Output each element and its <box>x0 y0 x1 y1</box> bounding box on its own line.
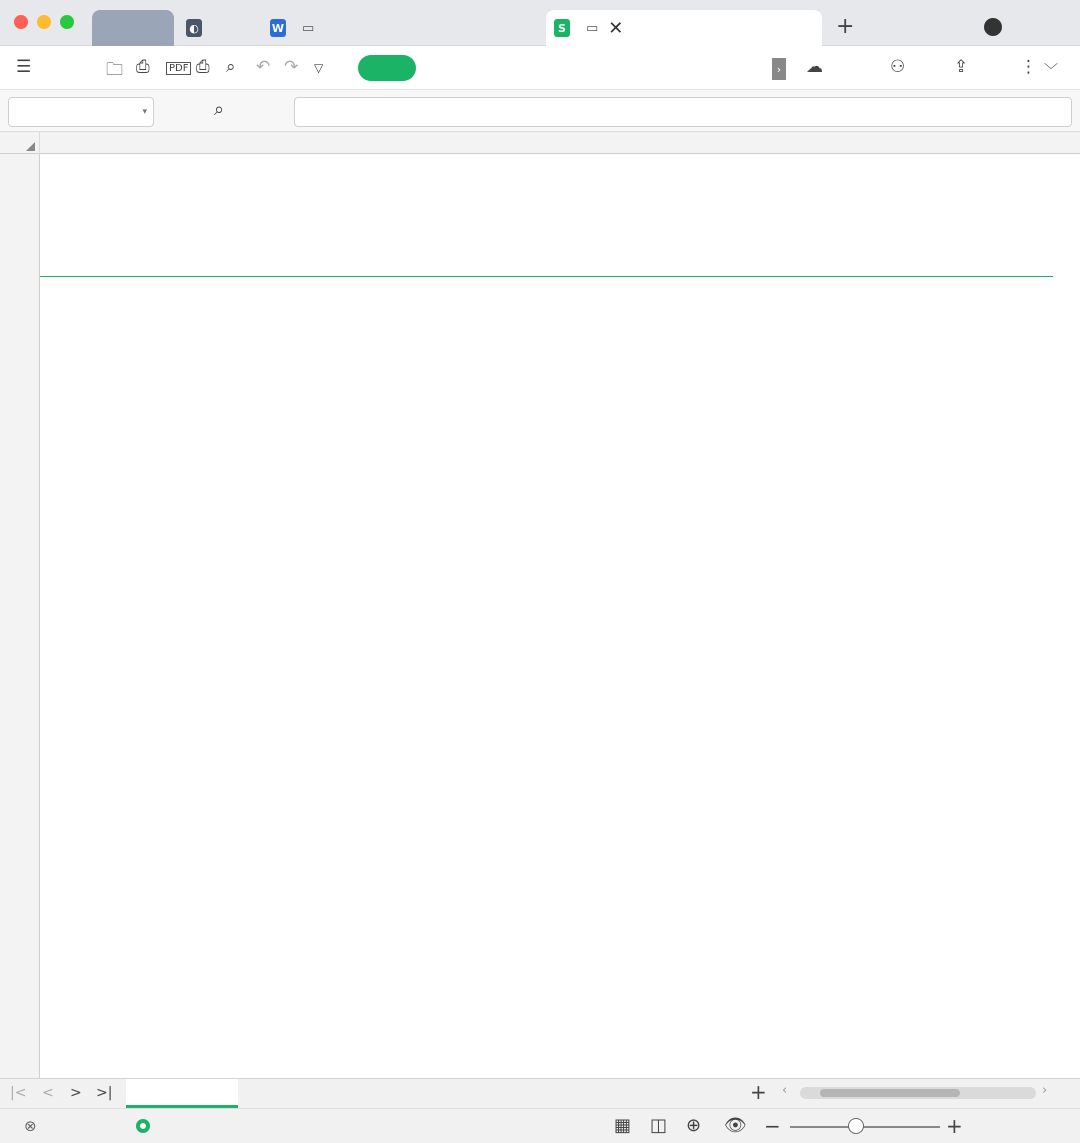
next-sheet-icon[interactable]: > <box>70 1085 82 1101</box>
cloud-icon[interactable]: ☁ <box>806 57 823 77</box>
formula-bar <box>0 90 1080 132</box>
spreadsheet-grid[interactable] <box>40 154 1080 1078</box>
tab-docer[interactable] <box>186 10 256 46</box>
undo-icon[interactable]: ↶ <box>256 57 271 77</box>
scrollbar-thumb[interactable] <box>820 1089 960 1097</box>
maximize-window-icon[interactable] <box>60 15 74 29</box>
row-headers <box>0 154 40 1078</box>
hamburger-menu-icon[interactable]: ☰ <box>16 57 32 77</box>
close-tab-icon[interactable]: ✕ <box>608 17 624 39</box>
horizontal-scrollbar[interactable] <box>800 1087 1036 1099</box>
monitor-icon: ▭ <box>302 20 315 36</box>
redo-icon[interactable]: ↷ <box>284 57 299 77</box>
tab-xlsx-active[interactable] <box>546 10 822 46</box>
sheet-tab[interactable] <box>622 1079 710 1108</box>
close-window-icon[interactable] <box>14 15 28 29</box>
name-box[interactable] <box>8 97 154 127</box>
scroll-menu-right-icon[interactable]: › <box>772 58 786 80</box>
minimize-window-icon[interactable] <box>37 15 51 29</box>
monitor-icon: ▭ <box>586 20 599 36</box>
scroll-right-icon[interactable]: › <box>1042 1083 1048 1098</box>
more-chevron-icon[interactable]: ▽ <box>314 61 324 75</box>
title-bar <box>0 0 1080 46</box>
formula-input[interactable] <box>294 97 1072 127</box>
sheet-doc-icon: S <box>554 19 570 37</box>
search-function-icon[interactable]: ⌕ <box>214 99 225 120</box>
eye-protection-icon[interactable]: 👁 <box>724 1115 747 1136</box>
zoom-slider[interactable] <box>790 1126 940 1128</box>
sheet-tab-bar <box>0 1078 1080 1108</box>
avatar[interactable] <box>984 18 1002 36</box>
zoom-out-icon[interactable]: − <box>764 1114 781 1138</box>
tab-home[interactable] <box>92 10 174 46</box>
page-layout-view-icon[interactable]: ◫ <box>650 1115 668 1136</box>
docer-icon: ◐ <box>186 19 202 37</box>
freeze-pane-line <box>40 276 1053 277</box>
dropdown-icon[interactable]: ▾ <box>142 107 147 117</box>
scroll-left-icon[interactable]: ‹ <box>782 1083 788 1098</box>
sheet-tab-active[interactable] <box>126 1079 238 1108</box>
menu-start[interactable] <box>358 55 416 81</box>
status-bar <box>0 1108 1080 1143</box>
share-icon[interactable]: ⇪ <box>954 57 969 77</box>
open-folder-icon[interactable]: 🗀 <box>106 60 123 80</box>
unprotected-icon[interactable]: ⊗ <box>24 1117 37 1135</box>
menu-toolbar <box>0 46 1080 90</box>
zoom-slider-thumb[interactable] <box>848 1118 864 1134</box>
add-user-icon[interactable]: ⚇ <box>890 57 906 77</box>
sheet-tab[interactable] <box>366 1079 488 1108</box>
backup-status-icon <box>136 1119 150 1133</box>
zoom-in-icon[interactable]: + <box>946 1114 963 1138</box>
last-sheet-icon[interactable]: >| <box>96 1085 113 1101</box>
prev-sheet-icon[interactable]: < <box>42 1085 54 1101</box>
reading-mode-icon[interactable]: ⊕ <box>686 1115 702 1136</box>
normal-view-icon[interactable]: ▦ <box>614 1115 632 1136</box>
first-sheet-icon[interactable]: |< <box>10 1085 27 1101</box>
more-options-icon[interactable]: ⋮ <box>1020 57 1037 77</box>
tab-docx[interactable] <box>270 10 540 46</box>
word-doc-icon: W <box>270 19 286 37</box>
new-tab-icon[interactable]: + <box>836 14 855 39</box>
preview-icon[interactable]: ⌕ <box>226 57 236 77</box>
add-sheet-icon[interactable]: + <box>750 1080 767 1104</box>
pdf-icon[interactable]: PDF <box>166 62 191 75</box>
column-headers <box>0 132 1080 154</box>
collapse-ribbon-icon[interactable]: ﹀ <box>1044 63 1058 79</box>
save-icon[interactable]: ⎙ <box>136 57 150 77</box>
select-all-corner[interactable] <box>0 132 40 154</box>
sheet-tab[interactable] <box>244 1079 362 1108</box>
print-icon[interactable]: ⎙ <box>196 57 210 77</box>
sheet-tab[interactable] <box>494 1079 618 1108</box>
